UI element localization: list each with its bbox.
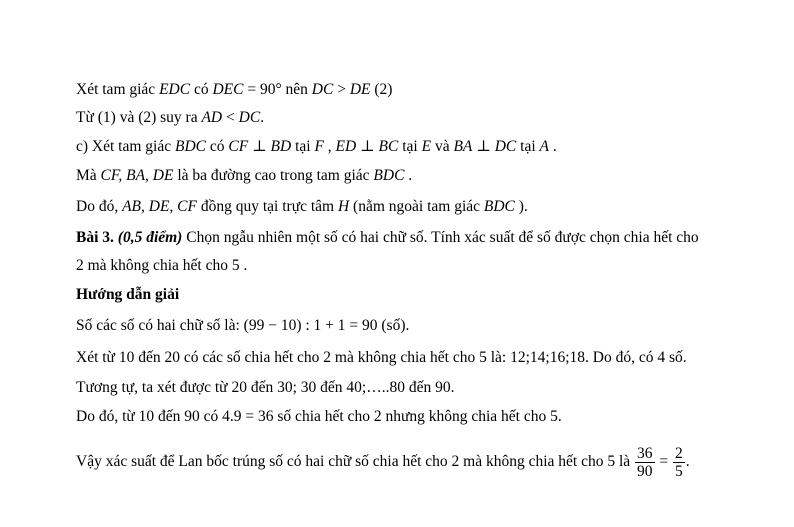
bold-text: Bài 3. <box>76 229 118 246</box>
math-symbol: DC <box>311 81 334 98</box>
math-symbol: DE <box>349 81 371 98</box>
text-line <box>76 228 699 248</box>
text-segment: Chọn ngẫu nhiên một số có hai chữ số. Tính xác suất để số được chọn chia hết cho <box>182 229 699 246</box>
text-segment: ). <box>514 198 528 215</box>
text-segment: = 90° nên <box>243 81 312 98</box>
math-symbol: DC <box>238 109 261 126</box>
text-segment: có <box>190 81 213 98</box>
math-symbol: BDC <box>373 167 405 184</box>
text-segment: là ba đường cao trong tam giác <box>173 167 374 184</box>
math-symbol: BD <box>270 138 292 155</box>
text-line <box>76 407 562 427</box>
text-line <box>76 80 392 100</box>
text-segment: ⊥ <box>356 138 379 155</box>
math-symbol: DC <box>494 138 517 155</box>
text-segment: tại <box>291 138 315 155</box>
text-line <box>76 197 528 217</box>
text-segment: tại <box>398 138 422 155</box>
text-segment: Xét tam giác <box>76 81 160 98</box>
text-segment: (nằm ngoài tam giác <box>349 198 484 215</box>
text-line <box>76 137 557 157</box>
text-line <box>76 256 247 276</box>
math-symbol: BDC <box>174 138 206 155</box>
text-segment: > <box>333 81 350 98</box>
text-line <box>76 378 454 398</box>
math-symbol: BDC <box>483 198 515 215</box>
text-segment: Xét từ 10 đến 20 có các số chia hết cho 2 mà không chia hết cho 5 là: 12;14;16;18. Do đó, có 4 số. <box>76 349 687 366</box>
math-symbol: H <box>337 198 350 215</box>
text-segment: Do đó, từ 10 đến 90 có 4.9 = 36 số chia hết cho 2 nhưng không chia hết cho 5. <box>76 408 562 425</box>
math-symbol: EDC <box>159 81 191 98</box>
math-symbol: BA <box>453 138 473 155</box>
text-segment: 2 mà không chia hết cho 5 . <box>76 257 248 274</box>
text-segment: đồng quy tại trực tâm <box>196 198 338 215</box>
math-symbol: DEC <box>212 81 244 98</box>
fraction-numerator: 2 <box>675 445 683 462</box>
math-symbol: CF, BA, DE <box>100 167 174 184</box>
math-symbol: CF <box>228 138 249 155</box>
text-segment: . <box>404 167 413 184</box>
text-segment: . <box>548 138 557 155</box>
math-symbol: F <box>314 138 324 155</box>
bold-text: (0,5 điểm) <box>117 229 183 246</box>
text-segment: . <box>260 109 265 126</box>
text-segment: . <box>685 453 690 471</box>
text-segment: Từ (1) và (2) suy ra <box>76 109 202 126</box>
math-symbol: ED <box>335 138 357 155</box>
text-segment: Số các số có hai chữ số là: (99 − 10) : 1 + 1 = 90 (số). <box>76 317 410 334</box>
text-segment: Do đó, <box>76 198 123 215</box>
section-heading <box>76 285 179 305</box>
math-symbol: AD <box>201 109 223 126</box>
text-segment: Mà <box>76 167 101 184</box>
fraction-numerator: 36 <box>637 445 653 462</box>
text-segment: ⊥ <box>248 138 271 155</box>
fraction-denominator: 90 <box>637 463 653 480</box>
text-line <box>76 166 412 186</box>
bold-text: Hướng dẫn giải <box>76 286 180 303</box>
text-segment: = <box>655 453 673 471</box>
text-segment: có <box>205 138 229 155</box>
text-segment: ⊥ <box>472 138 495 155</box>
text-line <box>76 445 690 480</box>
fraction <box>635 445 655 480</box>
math-symbol: BC <box>378 138 399 155</box>
math-symbol: E <box>421 138 432 155</box>
text-segment: tại <box>516 138 540 155</box>
text-line <box>76 348 687 368</box>
math-symbol: AB, DE, CF <box>122 198 197 215</box>
text-segment: và <box>431 138 454 155</box>
text-segment: Vậy xác suất để Lan bốc trúng số có hai chữ số chia hết cho 2 mà không chia hết cho 5 là <box>76 453 635 471</box>
text-line <box>76 316 409 336</box>
text-segment: c) Xét tam giác <box>76 138 175 155</box>
fraction-denominator: 5 <box>675 463 683 480</box>
text-segment: (2) <box>370 81 393 98</box>
fraction <box>673 445 685 480</box>
text-segment: Tương tự, ta xét được từ 20 đến 30; 30 đến 40;…..80 đến 90. <box>76 379 455 396</box>
math-symbol: A <box>539 138 549 155</box>
text-segment: < <box>222 109 239 126</box>
text-line <box>76 108 264 128</box>
text-segment: , <box>323 138 336 155</box>
